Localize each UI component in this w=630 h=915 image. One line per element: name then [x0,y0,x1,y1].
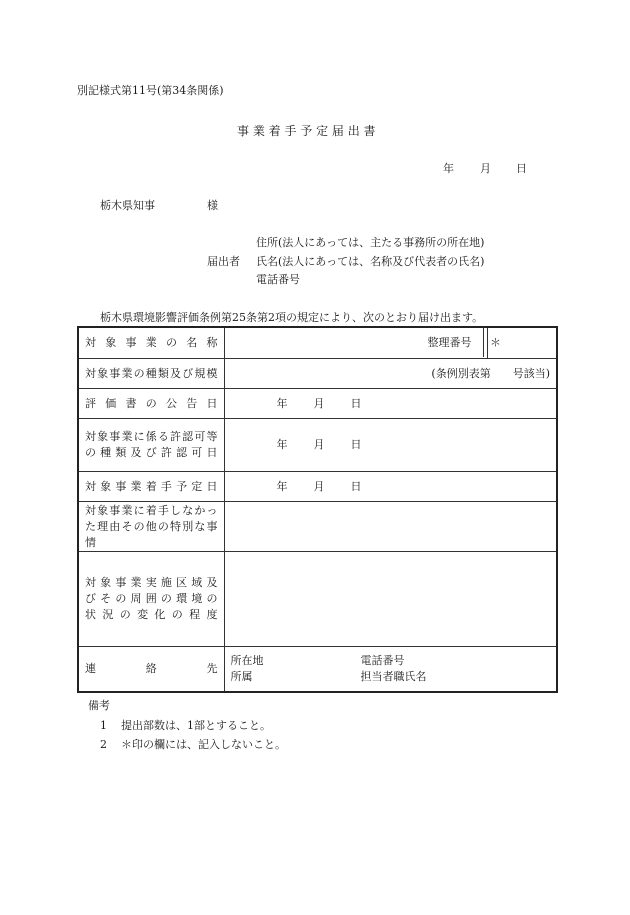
day-label: 日 [350,438,362,451]
note-number: 2 [100,738,107,751]
notifier-address: 住所(法人にあっては、主たる事務所の所在地) [256,236,485,249]
eval-notice-date-field[interactable] [224,389,557,419]
form-number: 別記様式第11号(第34条関係) [77,84,224,97]
contact-person-label: 担当者職氏名 [360,670,427,684]
table-row [78,552,557,647]
note-text: 提出部数は、1部とすること。 [121,719,271,732]
note-item-2 [100,738,286,752]
day-label: 日 [350,479,362,493]
note-text: ＊印の欄には、記入しないこと。 [121,738,286,751]
reason-field[interactable] [224,502,557,552]
contact-phone-label: 電話番号 [360,654,405,668]
notification-table [77,326,558,693]
eval-notice-label: 評価書の公告日 [78,389,224,419]
year-label: 年 [276,438,288,451]
intro-text: 栃木県環境影響評価条例第25条第2項の規定により、次のとおり届け出ます。 [100,311,484,324]
addressee-honorific: 様 [207,199,218,212]
note-item-1 [100,719,271,733]
notifier-label: 届出者 [207,255,240,268]
month-label: 月 [313,438,325,451]
contact-location-label: 所在地 [230,654,264,668]
table-row [78,419,557,472]
ref-no-label: 整理番号 [427,336,472,349]
table-row [78,502,557,552]
notifier-name: 氏名(法人にあっては、名称及び代表者の氏名) [256,255,485,268]
contact-field[interactable] [224,647,557,692]
table-row [78,389,557,419]
permit-date-field[interactable] [224,419,557,472]
note-number: 1 [100,719,107,732]
ref-no-value-cell[interactable] [490,327,501,357]
addressee-name: 栃木県知事 [100,199,155,212]
type-scale-field[interactable] [224,359,557,389]
day-label: 日 [350,396,362,410]
type-scale-label: 対象事業の種類及び規模 [78,359,224,389]
notes-heading: 備考 [88,699,110,712]
year-label: 年 [276,479,288,493]
reason-label: 対象事業に着手しなかっ た理由その他の特別な事 情 [78,502,224,552]
document-title: 事 業 着 手 予 定 届 出 書 [237,124,376,138]
project-name-label: 対象事業の名称 [78,327,224,359]
environment-field[interactable] [224,552,557,647]
type-scale-note: (条例別表第 号該当) [431,366,550,380]
notifier-phone: 電話番号 [256,273,300,286]
table-row [78,647,557,692]
contact-department-label: 所属 [230,670,253,684]
table-row [78,359,557,389]
date-month-label: 月 [480,162,491,175]
contact-label: 連絡先 [78,647,224,692]
environment-label: 対象事業実施区域及 びその周囲の環境の 状況の変化の程度 [78,552,224,647]
date-year-label: 年 [443,162,454,175]
start-date-field[interactable] [224,472,557,502]
permit-label: 対象事業に係る許認可等 の種類及び許認可日 [78,419,224,472]
ref-no-label-cell [416,327,484,357]
date-day-label: 日 [516,162,527,175]
year-label: 年 [276,396,288,410]
table-row [78,472,557,502]
month-label: 月 [313,479,325,493]
start-date-label: 対象事業着手予定日 [78,472,224,502]
month-label: 月 [313,396,325,410]
ref-no-mark: ＊ [490,336,501,349]
table-row [78,327,557,359]
